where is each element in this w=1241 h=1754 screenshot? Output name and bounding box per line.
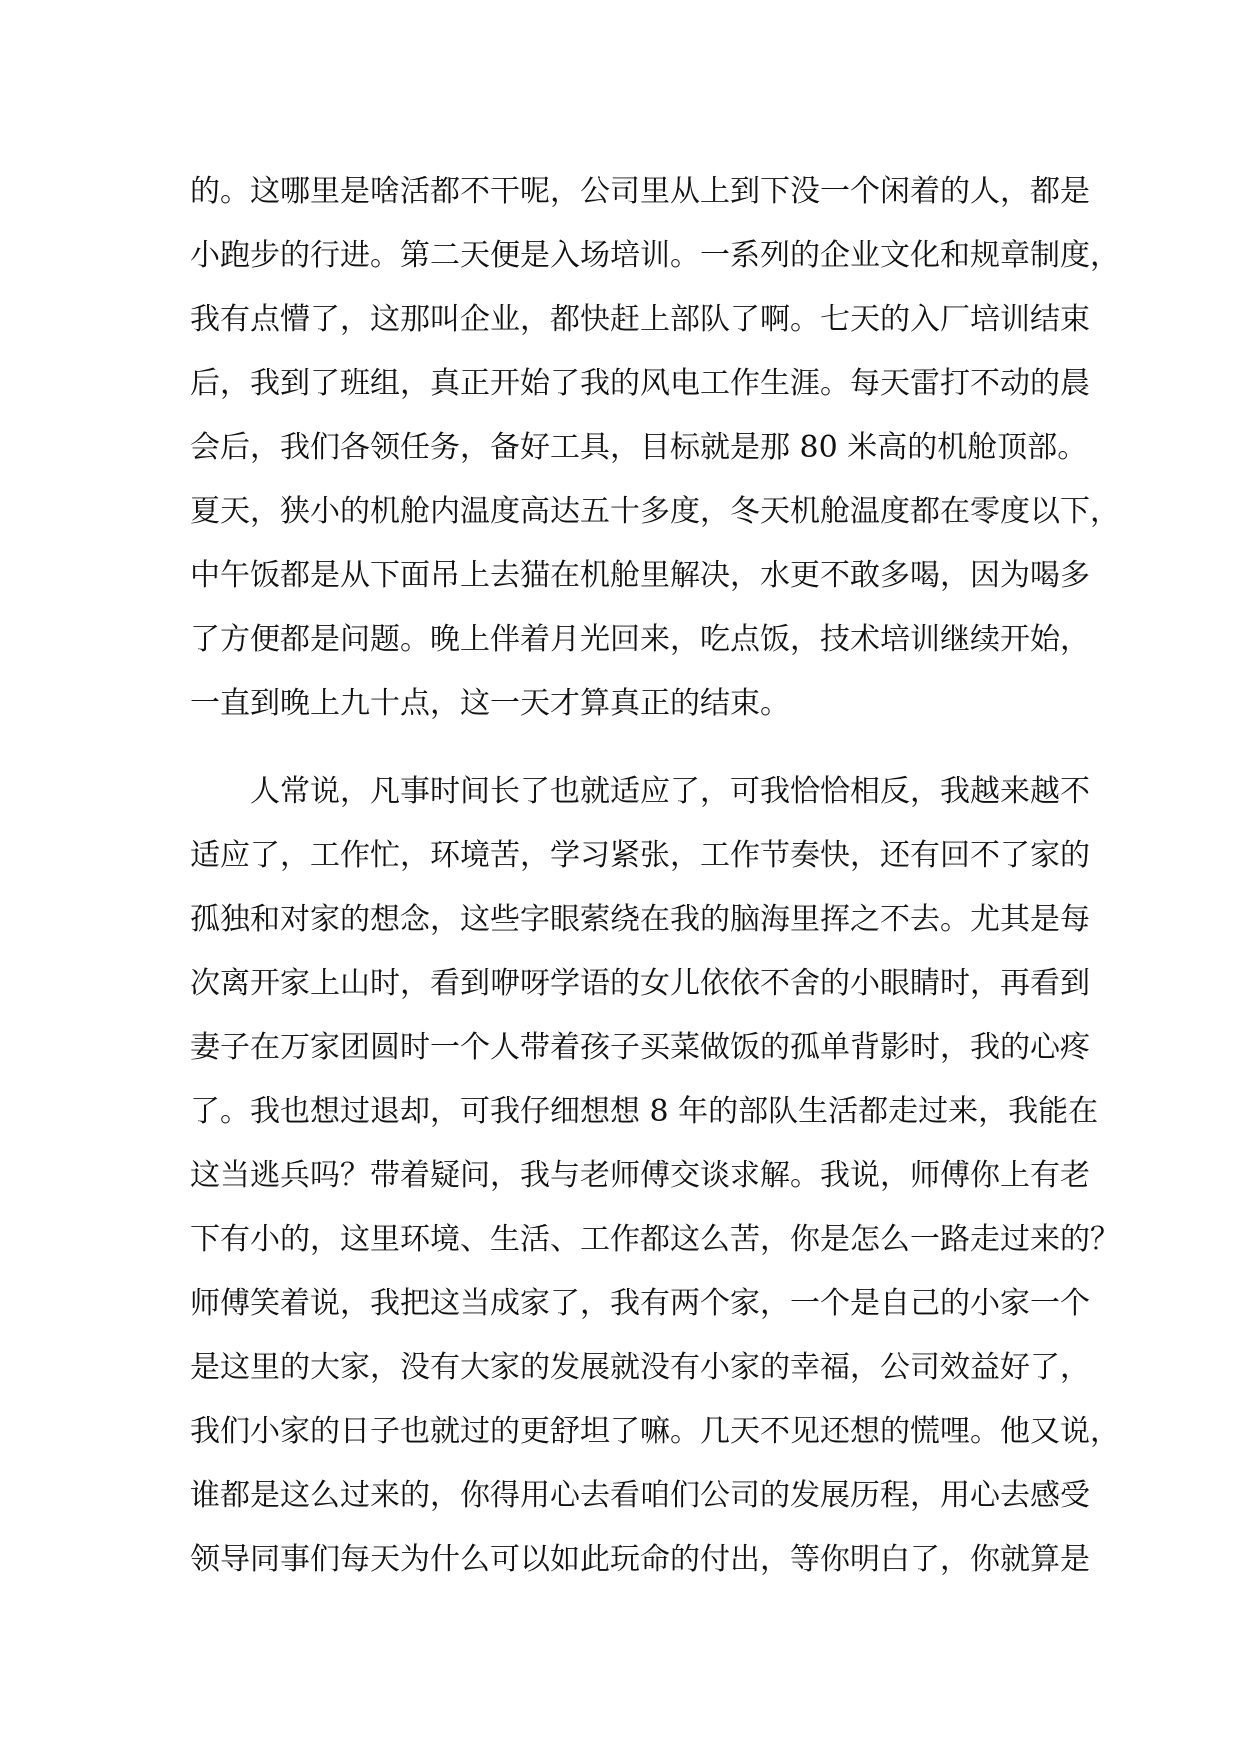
text-line: 我们小家的日子也就过的更舒坦了嘛。几天不见还想的慌哩。他又说， xyxy=(190,1414,1120,1449)
text-line: 了。我也想过退却，可我仔细想想 8 年的部队生活都走过来，我能在 xyxy=(190,1094,1099,1129)
text-line: 妻子在万家团圆时一个人带着孩子买菜做饭的孤单背影时，我的心疼 xyxy=(190,1030,1090,1065)
text-line: 是这里的大家，没有大家的发展就没有小家的幸福，公司效益好了， xyxy=(190,1350,1090,1385)
text-line: 小跑步的行进。第二天便是入场培训。一系列的企业文化和规章制度， xyxy=(190,238,1120,273)
text-line: 了方便都是问题。晚上伴着月光回来，吃点饭，技术培训继续开始， xyxy=(190,622,1090,657)
text-line: 领导同事们每天为什么可以如此玩命的付出，等你明白了，你就算是 xyxy=(190,1542,1090,1577)
body-text xyxy=(190,160,1120,1592)
text-line: 会后，我们各领任务，备好工具，目标就是那 80 米高的机舱顶部。 xyxy=(190,430,1088,465)
paragraph-2 xyxy=(190,760,1120,1592)
text-line: 我有点懵了，这那叫企业，都快赶上部队了啊。七天的入厂培训结束 xyxy=(190,302,1090,337)
text-line: 这当逃兵吗？带着疑问，我与老师傅交谈求解。我说，师傅你上有老 xyxy=(190,1158,1090,1193)
paragraph-1 xyxy=(190,160,1120,736)
text-line: 孤独和对家的想念，这些字眼萦绕在我的脑海里挥之不去。尤其是每 xyxy=(190,902,1090,937)
text-line: 师傅笑着说，我把这当成家了，我有两个家，一个是自己的小家一个 xyxy=(190,1286,1090,1321)
text-line: 一直到晚上九十点，这一天才算真正的结束。 xyxy=(190,686,790,721)
text-line: 下有小的，这里环境、生活、工作都这么苦，你是怎么一路走过来的？ xyxy=(190,1222,1120,1257)
text-line: 适应了，工作忙，环境苦，学习紧张，工作节奏快，还有回不了家的 xyxy=(190,838,1090,873)
text-line: 人常说，凡事时间长了也就适应了，可我恰恰相反，我越来越不 xyxy=(250,774,1090,809)
text-line: 中午饭都是从下面吊上去猫在机舱里解决，水更不敢多喝，因为喝多 xyxy=(190,558,1090,593)
text-line: 夏天，狭小的机舱内温度高达五十多度，冬天机舱温度都在零度以下， xyxy=(190,494,1120,529)
paragraph-spacer xyxy=(190,736,1060,760)
text-line: 谁都是这么过来的，你得用心去看咱们公司的发展历程，用心去感受 xyxy=(190,1478,1090,1513)
text-line: 后，我到了班组，真正开始了我的风电工作生涯。每天雷打不动的晨 xyxy=(190,366,1090,401)
text-line: 的。这哪里是啥活都不干呢，公司里从上到下没一个闲着的人，都是 xyxy=(190,174,1090,209)
text-line: 次离开家上山时，看到咿呀学语的女儿依依不舍的小眼睛时，再看到 xyxy=(190,966,1090,1001)
